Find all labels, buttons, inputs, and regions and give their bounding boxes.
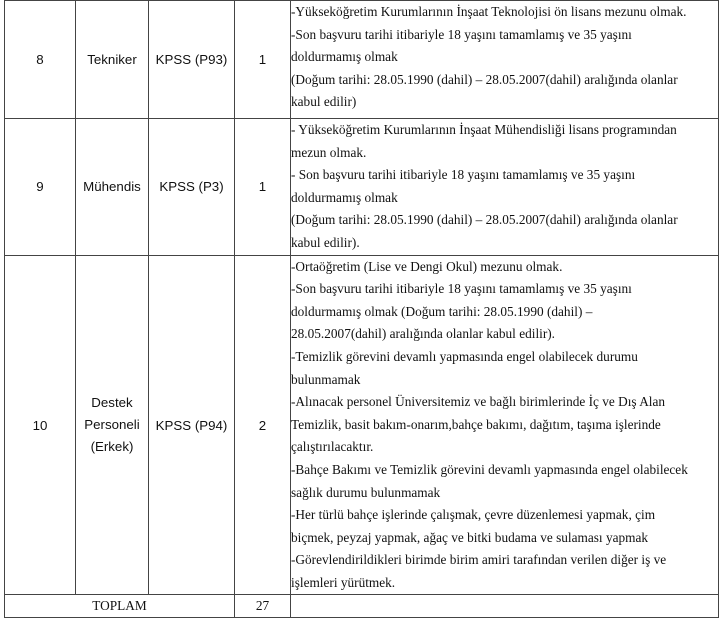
requirement-line: sağlık durumu bulunmamak <box>291 484 441 500</box>
table-row <box>5 255 719 595</box>
requirement-line: -Yükseköğretim Kurumlarının İnşaat Teknolojisi ön lisans mezunu olmak. <box>291 4 687 19</box>
requirement-line: biçmek, peyzaj yapmak, ağaç ve bitki budama ve sulaması yapmak <box>291 529 649 545</box>
position-title-line: Destek <box>91 395 133 411</box>
requirements-cell <box>291 119 719 256</box>
requirement-line: - Son başvuru tarihi itibariyle 18 yaşını tamamlamış ve 35 yaşını <box>291 167 636 183</box>
requirement-line: -Her türlü bahçe işlerinde çalışmak, çevre düzenlemesi yapmak, çim <box>291 507 656 523</box>
requirement-line: (Doğum tarihi: 28.05.1990 (dahil) – 28.05.2007(dahil) aralığında olanlar <box>291 71 678 87</box>
position-title <box>76 119 149 256</box>
total-count: 27 <box>235 595 291 618</box>
requirement-line: -Ortaöğretim (Lise ve Dengi Okul) mezunu olmak. <box>291 258 563 274</box>
requirement-line: işlemleri yürütmek. <box>291 574 396 590</box>
requirement-line: çalıştırılacaktır. <box>291 439 374 455</box>
total-row <box>5 595 719 618</box>
position-title <box>76 1 149 119</box>
position-count: 1 <box>235 1 291 119</box>
requirement-line: doldurmamış olmak <box>291 189 398 205</box>
requirement-line: bulunmamak <box>291 371 361 387</box>
requirement-line: 28.05.2007(dahil) aralığında olanlar kabul edilir). <box>291 326 556 342</box>
row-number: 10 <box>5 255 76 595</box>
exam-type: KPSS (P93) <box>149 1 235 119</box>
requirement-line: -Son başvuru tarihi itibariyle 18 yaşını tamamlamış ve 35 yaşını <box>291 26 632 42</box>
positions-table <box>4 0 719 618</box>
position-count: 1 <box>235 119 291 256</box>
position-count: 2 <box>235 255 291 595</box>
requirement-line: -Bahçe Bakımı ve Temizlik görevini devamlı yapmasında engel olabilecek <box>291 461 688 477</box>
total-empty-cell <box>291 595 719 618</box>
total-label: TOPLAM <box>5 595 235 618</box>
requirement-line: -Alınacak personel Üniversitemiz ve bağlı birimlerinde İç ve Dış Alan <box>291 394 666 410</box>
requirement-line: - Yükseköğretim Kurumlarının İnşaat Mühendisliği lisans programından <box>291 122 677 137</box>
row-number: 8 <box>5 1 76 119</box>
requirement-line: kabul edilir). <box>291 234 360 250</box>
requirement-line: -Son başvuru tarihi itibariyle 18 yaşını tamamlamış ve 35 yaşını <box>291 281 632 297</box>
position-title <box>76 255 149 595</box>
requirement-line: (Doğum tarihi: 28.05.1990 (dahil) – 28.05.2007(dahil) aralığında olanlar <box>291 212 678 228</box>
position-title-line: Personeli <box>84 417 140 433</box>
requirements-cell <box>291 1 719 119</box>
requirement-line: doldurmamış olmak (Doğum tarihi: 28.05.1990 (dahil) – <box>291 303 593 319</box>
position-title-line: (Erkek) <box>90 439 134 455</box>
requirement-line: doldurmamış olmak <box>291 49 398 65</box>
position-title-line: Mühendis <box>83 178 141 194</box>
requirement-line: kabul edilir) <box>291 94 357 110</box>
requirement-line: -Görevlendirildikleri birimde birim amiri tarafından verilen diğer iş ve <box>291 552 667 568</box>
requirement-line: mezun olmak. <box>291 144 367 160</box>
row-number: 9 <box>5 119 76 256</box>
requirement-line: -Temizlik görevini devamlı yapmasında engel olabilecek durumu <box>291 348 638 364</box>
requirements-cell <box>291 255 719 595</box>
table-row <box>5 119 719 256</box>
exam-type: KPSS (P3) <box>149 119 235 256</box>
requirement-line: Temizlik, basit bakım-onarım,bahçe bakımı, dağıtım, taşıma işlerinde <box>291 416 661 432</box>
position-title-line: Tekniker <box>87 51 137 67</box>
exam-type: KPSS (P94) <box>149 255 235 595</box>
table-row <box>5 1 719 119</box>
